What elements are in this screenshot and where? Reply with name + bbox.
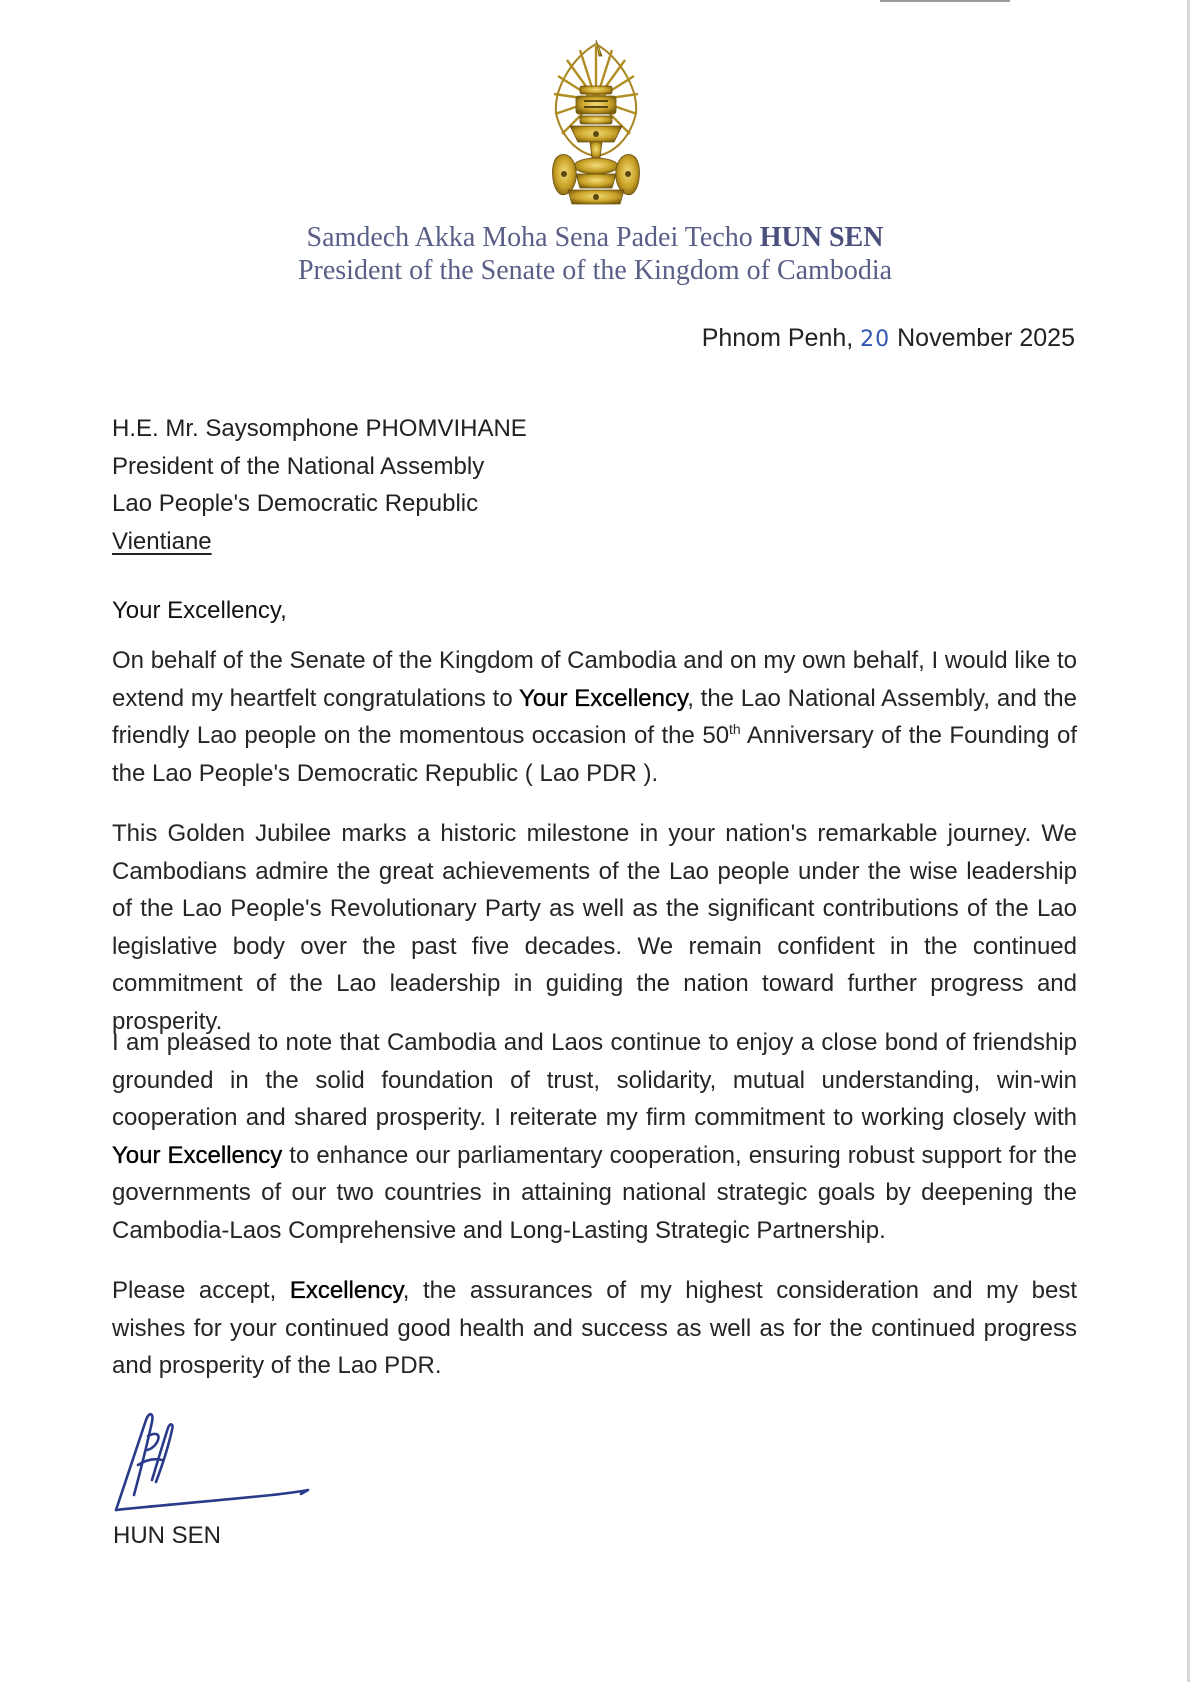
p1-text-d: Anniversary of the Founding of the Lao People's Democratic Republic ( Lao PDR ). — [112, 722, 1077, 787]
p1-emphasis: Your Excellency — [519, 684, 688, 712]
p4-emphasis: Excellency — [289, 1277, 403, 1304]
letterhead-name: HUN SEN — [759, 222, 884, 253]
p1-text-c: , the Lao National Assembly, and the friendly Lao people on the momentous occasion of the 50 — [112, 684, 1078, 749]
recipient-country: Lao People's Democratic Republic — [112, 490, 479, 517]
salutation: Your Excellency, — [112, 597, 287, 624]
date-day-handwritten: 20 — [860, 327, 891, 352]
scan-edge-top — [880, 0, 1010, 2]
letterhead-title: President of the Senate of the Kingdom of Cambodia — [297, 255, 893, 286]
paragraph-1 — [112, 642, 1077, 792]
p3-text-c: to enhance our parliamentary cooperation, ensuring robust support for the governments of our two countries in attaining national strategic goals by deepening the Cambodia-Laos Comprehensive and Long-Lasting Strategic Partnership. — [112, 1141, 1078, 1244]
p4-text-c: , the assurances of my highest consideration and my best wishes for your continued good health and success as well as for the continued progress and prosperity of the Lao PDR. — [112, 1277, 1077, 1379]
paragraph-4 — [112, 1272, 1077, 1385]
recipient-name: H.E. Mr. Saysomphone PHOMVIHANE — [112, 415, 527, 442]
date-place: Phnom Penh, — [701, 324, 854, 352]
paragraph-3 — [112, 1024, 1077, 1249]
date-month-year: November 2025 — [897, 324, 1075, 352]
letterhead-name-line — [0, 222, 1190, 254]
p1-text-a: On behalf of the Senate of the Kingdom of Cambodia and on my own behalf, I would like to extend my heartfelt congratulations to — [112, 647, 1077, 712]
p3-emphasis: Your Excellency — [112, 1141, 283, 1169]
date-line — [702, 324, 1075, 353]
handwritten-signature — [112, 1410, 322, 1520]
recipient-position: President of the National Assembly — [112, 452, 485, 480]
p1-ordinal-suffix: th — [729, 721, 741, 737]
signer-name: HUN SEN — [113, 1522, 222, 1549]
royal-emblem-icon — [550, 38, 642, 210]
paragraph-2: This Golden Jubilee marks a historic milestone in your nation's remarkable journey. We Cambodians admire the great achievements of the Lao people under the wise leadership of the Lao People's Revolutionary Party as well as the significant contributions of the Lao legislative body over the past five decades. We remain confident in the continued commitment of the Lao leadership in guiding the nation toward further progress and prosperity. — [112, 820, 1077, 1035]
recipient-address — [112, 410, 527, 560]
p3-text-a: I am pleased to note that Cambodia and Laos continue to enjoy a close bond of friendship grounded in the solid foundation of trust, solidarity, mutual understanding, win-win cooperation and shared prosperity. I reiterate my firm commitment to working closely with — [112, 1029, 1077, 1131]
p4-text-a: Please accept, — [112, 1277, 277, 1304]
letterhead-honorific: Samdech Akka Moha Sena Padei Techo — [306, 222, 753, 253]
recipient-city: Vientiane — [112, 527, 212, 555]
